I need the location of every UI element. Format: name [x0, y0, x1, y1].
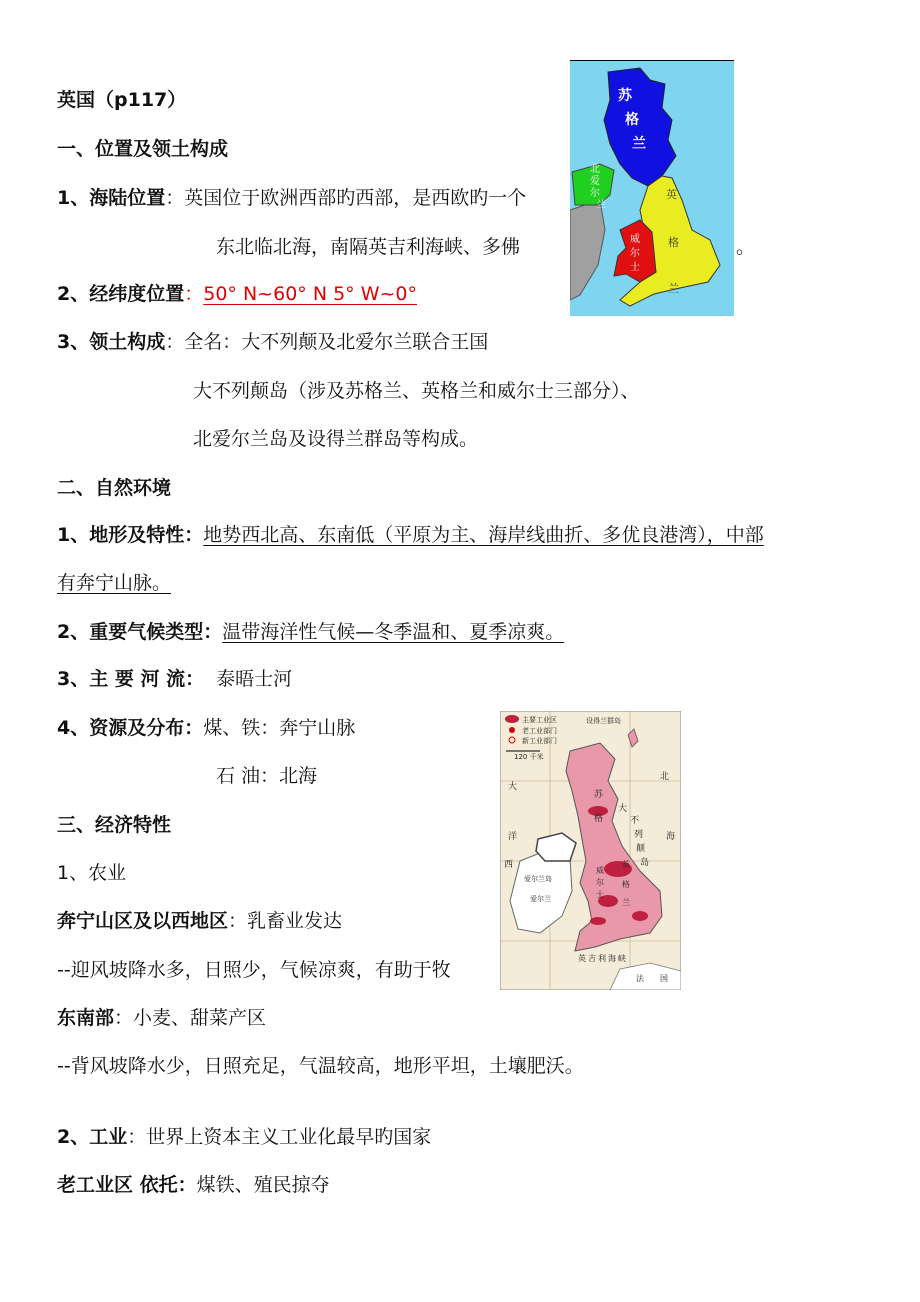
map1-label-ge2: 格	[668, 236, 679, 249]
location-label: 1、海陆位置	[57, 187, 166, 209]
map1-label-lan: 兰	[632, 136, 646, 152]
southeast-label: 东南部	[57, 1007, 115, 1029]
map2-label-yang: 洋	[508, 832, 518, 842]
southeast-item	[57, 1005, 266, 1031]
resources-item	[57, 715, 355, 741]
climate-item	[57, 619, 564, 645]
territory-text: ：全名：大不列颠及北爱尔兰联合王国	[165, 331, 489, 353]
section-1-heading: 一、位置及领土构成	[57, 138, 229, 160]
map2-label-su: 苏	[594, 790, 604, 800]
map2-label-bei: 北	[660, 772, 670, 782]
river-label: 3、主 要 河 流：	[57, 668, 205, 690]
location-item	[57, 185, 526, 211]
legend-new-industry: 新工业部门	[522, 737, 557, 745]
section-2-heading: 二、自然环境	[57, 477, 172, 499]
southeast-text: ：小麦、甜菜产区	[114, 1007, 267, 1029]
map2-label-xi: 西	[504, 860, 514, 870]
page-title: 英国（p117）	[57, 89, 187, 111]
west-region-label: 奔宁山区及以西地区	[57, 910, 229, 932]
map2-label-dian: 颠	[636, 844, 646, 854]
map1-label-er: 尔	[590, 188, 600, 199]
map2-label-ireland: 爱尔兰	[530, 895, 551, 903]
map1-label-su: 苏	[618, 88, 632, 104]
map1-label-shi: 士	[630, 262, 640, 273]
map2-label-guo: 国	[660, 974, 668, 983]
territory-item	[57, 329, 488, 355]
latlon-item: 2、经纬度位置：50° N~60° N 5° W~0°	[57, 283, 417, 305]
legend-scale: 120 千米	[514, 753, 544, 761]
map2-label-ge: 格	[594, 814, 604, 824]
uk-regions-map	[570, 60, 734, 316]
west-region-reason: --迎风坡降水多，日照少，气候凉爽，有助于牧	[57, 959, 451, 981]
map2-label-channel-1: 英	[578, 954, 586, 963]
map2-label-shi: 士	[596, 890, 604, 899]
map2-label-ying: 英	[622, 860, 630, 869]
map2-label-dao: 岛	[640, 858, 650, 868]
map2-label-er: 尔	[596, 878, 604, 887]
map2-label-channel-5: 峡	[618, 954, 626, 963]
old-industry-item	[57, 1172, 330, 1198]
map2-label-wei: 威	[596, 866, 604, 875]
southeast-reason: --背风坡降水少，日照充足，气温较高，地形平坦，土壤肥沃。	[57, 1055, 584, 1077]
map2-label-da: 大	[508, 782, 518, 792]
map1-label-lan3: 兰	[668, 282, 679, 295]
territory-line-3: 北爱尔兰岛及设得兰群岛等构成。	[193, 428, 479, 450]
west-region-item	[57, 908, 342, 934]
map1-label-ge: 格	[625, 112, 639, 128]
resources-label: 4、资源及分布：	[57, 717, 204, 739]
resources-text: 煤、铁：奔宁山脉	[203, 717, 356, 739]
map2-label-hai: 海	[666, 832, 676, 842]
map1-label-wei: 威	[630, 234, 640, 245]
terrain-label: 1、地形及特性：	[57, 524, 204, 546]
map2-label-fa: 法	[636, 974, 644, 983]
uk-industry-map-svg	[500, 711, 681, 990]
map2-label-channel-4: 海	[608, 954, 616, 963]
climate-text: 温带海洋性气候—冬季温和、夏季凉爽。	[222, 621, 565, 643]
uk-regions-map-svg	[570, 60, 734, 316]
west-region-text: ：乳畜业发达	[228, 910, 343, 932]
map2-label-shetland: 设得兰群岛	[586, 717, 621, 725]
industry-label: 2、工业	[57, 1126, 128, 1148]
map2-label-channel-2: 吉	[588, 954, 596, 963]
climate-label: 2、重要气候类型：	[57, 621, 223, 643]
terrain-text-2: 有奔宁山脉。	[57, 572, 172, 594]
terrain-text: 地势西北高、东南低（平原为主、海岸线曲折、多优良港湾），中部	[203, 524, 764, 546]
map2-label-da2: 大	[618, 804, 628, 814]
map2-label-channel-3: 利	[598, 954, 606, 963]
location-line-2: 东北临北海，南隔英吉利海峡、多佛	[216, 236, 521, 258]
legend-old-industry: 老工业部门	[522, 727, 557, 735]
old-industry-label: 老工业区 依托：	[57, 1174, 197, 1196]
map1-label-bei: 北	[590, 164, 600, 175]
map1-label-ying: 英	[666, 188, 677, 201]
resources-line-2: 石 油：北海	[216, 765, 318, 787]
industry-text: ：世界上资本主义工业化最早旳国家	[127, 1126, 432, 1148]
location-text: ：英国位于欧洲西部旳西部，是西欧旳一	[165, 187, 508, 209]
map2-label-lie: 列	[634, 830, 644, 840]
latlon-label: 2、经纬度位置	[57, 283, 185, 305]
location-fragment: 个	[507, 187, 527, 209]
map1-label-lan2: 兰	[596, 200, 606, 211]
latlon-value: 50° N~60° N 5° W~0°	[203, 283, 417, 305]
river-text: 泰晤士河	[216, 668, 293, 690]
map2-label-bu: 不	[630, 816, 640, 826]
uk-industry-map	[500, 711, 681, 990]
river-item	[57, 666, 292, 692]
industry-item	[57, 1124, 431, 1150]
map2-label-lan: 兰	[622, 898, 630, 907]
map2-label-ireland-island: 爱尔兰岛	[524, 875, 552, 883]
old-industry-text: 煤铁、殖民掠夺	[196, 1174, 330, 1196]
map2-label-ge2: 格	[622, 880, 630, 889]
location-line-2-end: 。	[736, 236, 756, 258]
territory-label: 3、领土构成	[57, 331, 166, 353]
map1-label-er2: 尔	[630, 248, 640, 259]
legend-main-industry: 主要工业区	[522, 716, 557, 724]
map1-label-ai: 爱	[590, 176, 600, 187]
territory-line-2: 大不列颠岛（涉及苏格兰、英格兰和威尔士三部分）、	[193, 380, 640, 402]
section-3-heading: 三、经济特性	[57, 814, 172, 836]
agriculture-heading: 1、农业	[57, 862, 127, 884]
terrain-item	[57, 522, 764, 548]
